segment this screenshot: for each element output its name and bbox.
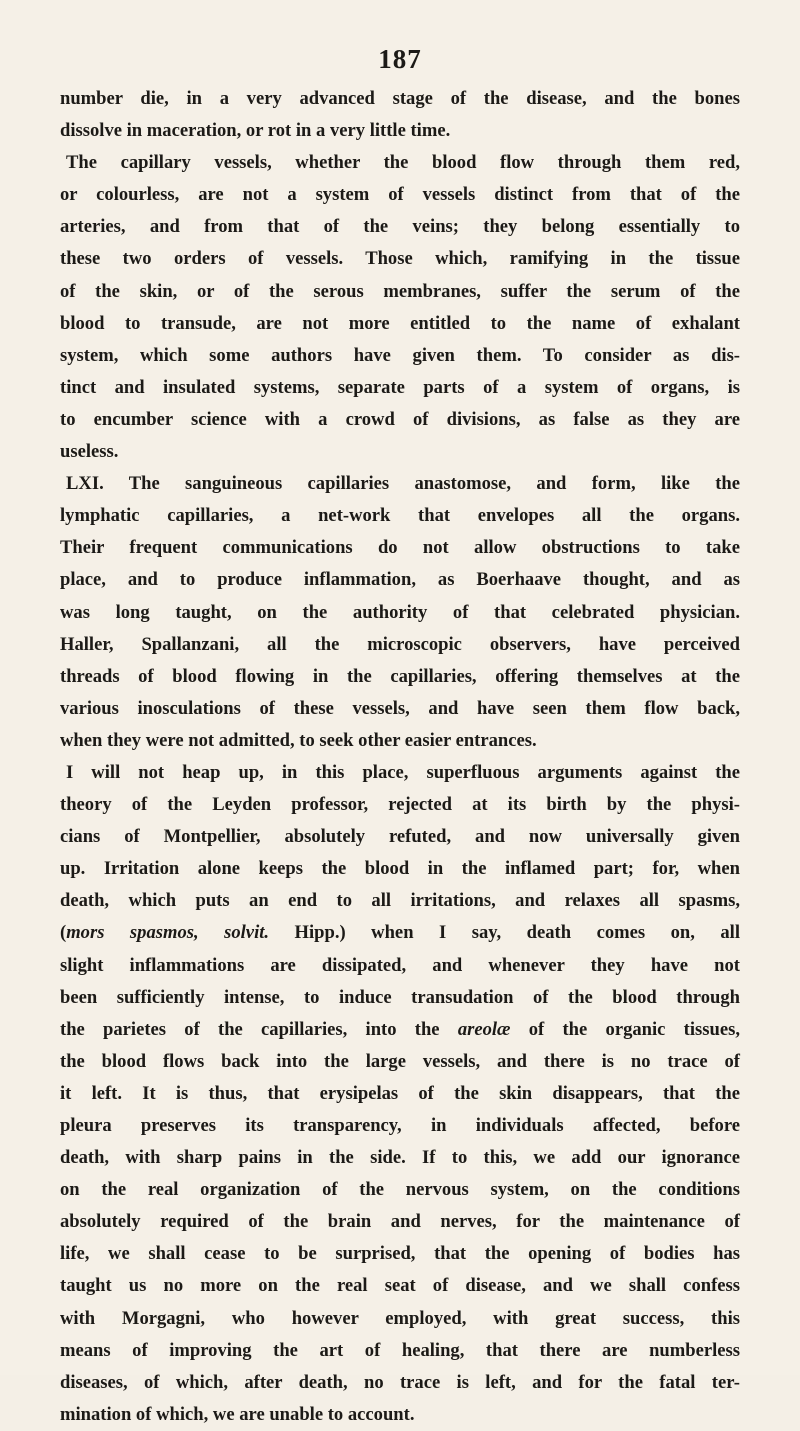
text-line: place, and to produce inflammation, as Boerhaave thought, and as	[60, 569, 740, 591]
text-line: it left. It is thus, that erysipelas of the skin disappears, that the	[60, 1082, 740, 1104]
text-line: The capillary vessels, whether the blood flow through them red,	[66, 152, 740, 174]
text-line: absolutely required of the brain and nerves, for the maintenance of	[60, 1211, 740, 1233]
text-line: on the real organization of the nervous system, on the conditions	[60, 1179, 740, 1201]
text-line: useless.	[60, 441, 119, 463]
text-line: death, which puts an end to all irritations, and relaxes all spasms,	[60, 890, 740, 912]
text-line: blood to transude, are not more entitled to the name of exhalant	[60, 312, 740, 334]
text-line: theory of the Leyden professor, rejected at its birth by the physi-	[60, 794, 740, 816]
text-line: diseases, of which, after death, no trace is left, and for the fatal ter-	[60, 1371, 740, 1393]
text-line: when they were not admitted, to seek other easier entrances.	[60, 729, 537, 751]
text-line: with Morgagni, who however employed, with great success, this	[60, 1307, 740, 1329]
text-line: slight inflammations are dissipated, and whenever they have not	[60, 954, 740, 976]
text-line: these two orders of vessels. Those which, ramifying in the tissue	[60, 248, 740, 270]
text-line: mination of which, we are unable to account.	[60, 1403, 415, 1425]
text-line: system, which some authors have given them. To consider as dis-	[60, 344, 740, 366]
text-line: Haller, Spallanzani, all the microscopic observers, have perceived	[60, 633, 740, 655]
text-line: of the skin, or of the serous membranes, suffer the serum of the	[60, 280, 740, 302]
text-line: threads of blood flowing in the capillaries, offering themselves at the	[60, 665, 740, 687]
text-line: arteries, and from that of the veins; they belong essentially to	[60, 216, 740, 238]
text-line: tinct and insulated systems, separate parts of a system of organs, is	[60, 376, 740, 398]
text-line-with-italic: the parietes of the capillaries, into the areolæ of the organic tissues,	[60, 1018, 740, 1040]
text-line: cians of Montpellier, absolutely refuted, and now universally given	[60, 826, 740, 848]
text-line: was long taught, on the authority of that celebrated physician.	[60, 601, 740, 623]
text-line-with-italic: (mors spasmos, solvit. Hipp.) when I say, death comes on, all	[60, 922, 740, 944]
text-line: death, with sharp pains in the side. If to this, we add our ignorance	[60, 1147, 740, 1169]
text-line: been sufficiently intense, to induce transudation of the blood through	[60, 986, 740, 1008]
page-number: 187	[378, 44, 422, 74]
text-line: to encumber science with a crowd of divisions, as false as they are	[60, 408, 740, 430]
text-line: Their frequent communications do not allow obstructions to take	[60, 537, 740, 559]
text-line: lymphatic capillaries, a net-work that envelopes all the organs.	[60, 505, 740, 527]
text-line: life, we shall cease to be surprised, that the opening of bodies has	[60, 1243, 740, 1265]
text-line: number die, in a very advanced stage of the disease, and the bones	[60, 88, 740, 109]
text-line: means of improving the art of healing, that there are numberless	[60, 1339, 740, 1361]
text-line: LXI. The sanguineous capillaries anastomose, and form, like the	[66, 473, 740, 495]
text-line: the blood flows back into the large vessels, and there is no trace of	[60, 1050, 740, 1072]
text-line: I will not heap up, in this place, superfluous arguments against the	[66, 761, 740, 783]
text-line: or colourless, are not a system of vessels distinct from that of the	[60, 184, 740, 206]
text-line: taught us no more on the real seat of disease, and we shall confess	[60, 1275, 740, 1297]
text-line: pleura preserves its transparency, in individuals affected, before	[60, 1115, 740, 1136]
body-text	[60, 83, 740, 1431]
text-line: up. Irritation alone keeps the blood in the inflamed part; for, when	[60, 858, 740, 880]
text-line: dissolve in maceration, or rot in a very little time.	[60, 120, 451, 142]
text-line: various inosculations of these vessels, and have seen them flow back,	[60, 697, 740, 719]
